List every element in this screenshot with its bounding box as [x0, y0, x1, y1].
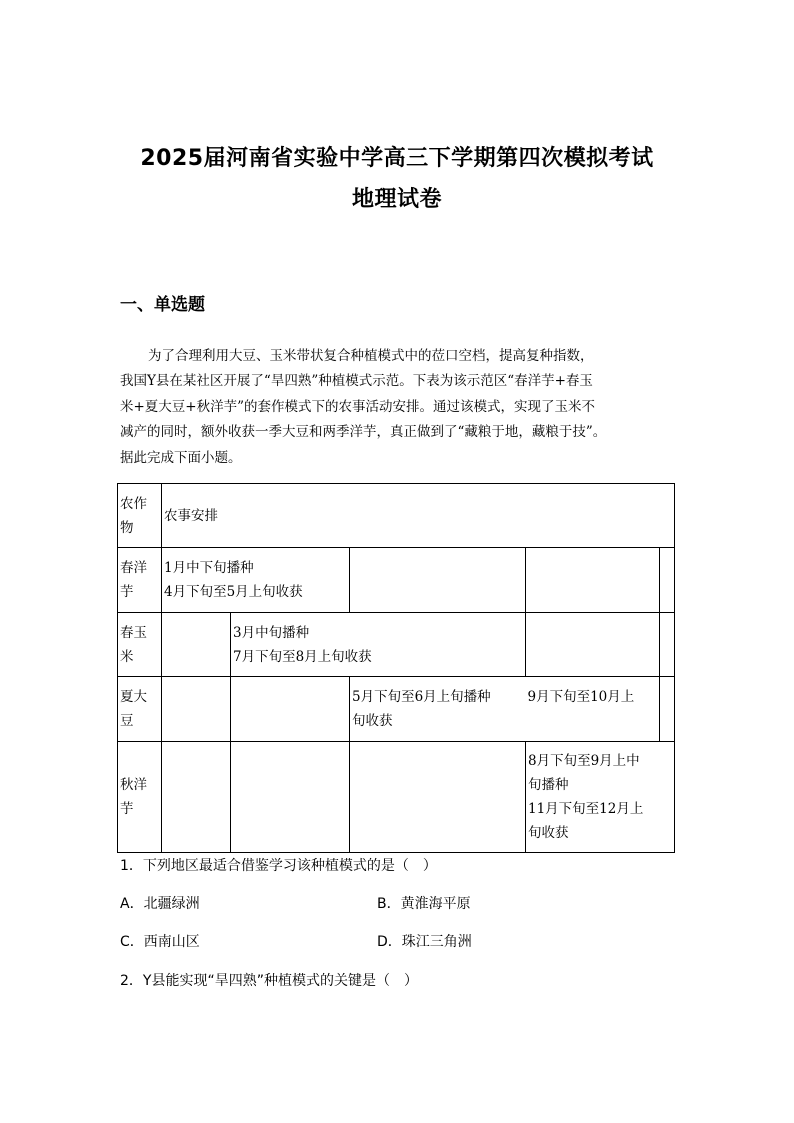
crop-cell: 秋洋 芋 — [118, 742, 162, 853]
empty-cell — [660, 548, 675, 613]
table-header-row — [118, 484, 675, 548]
empty-cell — [350, 742, 526, 853]
intro-line: 据此完成下面小题。 — [120, 449, 242, 466]
empty-cell — [231, 677, 350, 742]
question-2: 2．Y县能实现“旱四熟”种植模式的关键是（ ） — [120, 973, 418, 989]
question-1-option-b[interactable]: B．黄淮海平原 — [377, 896, 471, 912]
crop-cell: 夏大 豆 — [118, 677, 162, 742]
header-arrangement-cell: 农事安排 — [162, 484, 675, 548]
empty-cell — [660, 613, 675, 677]
intro-paragraph — [120, 344, 692, 471]
header-crop-cell: 农作 物 — [118, 484, 162, 548]
intro-line: 我国Y县在某社区开展了“旱四熟”种植模式示范。下表为该示范区“春洋芋+春玉 — [120, 373, 593, 390]
activity-cell: 5月下旬至6月上旬播种 旬收获 — [350, 677, 526, 742]
empty-cell — [231, 742, 350, 853]
empty-cell — [660, 677, 675, 742]
page-subtitle: 地理试卷 — [351, 187, 442, 212]
empty-cell — [162, 613, 231, 677]
empty-cell — [526, 548, 660, 613]
question-1: 1．下列地区最适合借鉴学习该种植模式的是（ ） — [120, 858, 437, 874]
table-row — [118, 613, 675, 677]
empty-cell — [526, 613, 660, 677]
intro-line: 米+夏大豆+秋洋芋”的套作模式下的农事活动安排。通过该模式，实现了玉米不 — [120, 398, 596, 415]
page-title: 2025届河南省实验中学高三下学期第四次模拟考试 — [140, 146, 654, 171]
farming-schedule-table — [117, 483, 675, 853]
table-row — [118, 742, 675, 853]
table-row — [118, 677, 675, 742]
crop-cell: 春玉 米 — [118, 613, 162, 677]
activity-cell: 1月中下旬播种 4月下旬至5月上旬收获 — [162, 548, 350, 613]
question-1-option-c[interactable]: C．西南山区 — [120, 934, 200, 950]
activity-cell-tail: 9月下旬至10月上 — [526, 677, 660, 742]
crop-cell: 春洋 芋 — [118, 548, 162, 613]
intro-line: 为了合理利用大豆、玉米带状复合种植模式中的莅口空档，提高复种指数， — [148, 348, 594, 364]
empty-cell — [350, 548, 526, 613]
activity-cell: 3月中旬播种 7月下旬至8月上旬收获 — [231, 613, 526, 677]
activity-cell: 8月下旬至9月上中 旬播种 11月下旬至12月上 旬收获 — [526, 742, 675, 853]
intro-line: 减产的同时，额外收获一季大豆和两季洋芋，真正做到了“藏粮于地，藏粮于技”。 — [120, 424, 607, 441]
empty-cell — [162, 677, 231, 742]
question-1-option-d[interactable]: D．珠江三角洲 — [377, 934, 472, 950]
section-heading: 一、单选题 — [120, 295, 205, 315]
table-row — [118, 548, 675, 613]
empty-cell — [162, 742, 231, 853]
question-1-option-a[interactable]: A．北疆绿洲 — [120, 896, 200, 912]
